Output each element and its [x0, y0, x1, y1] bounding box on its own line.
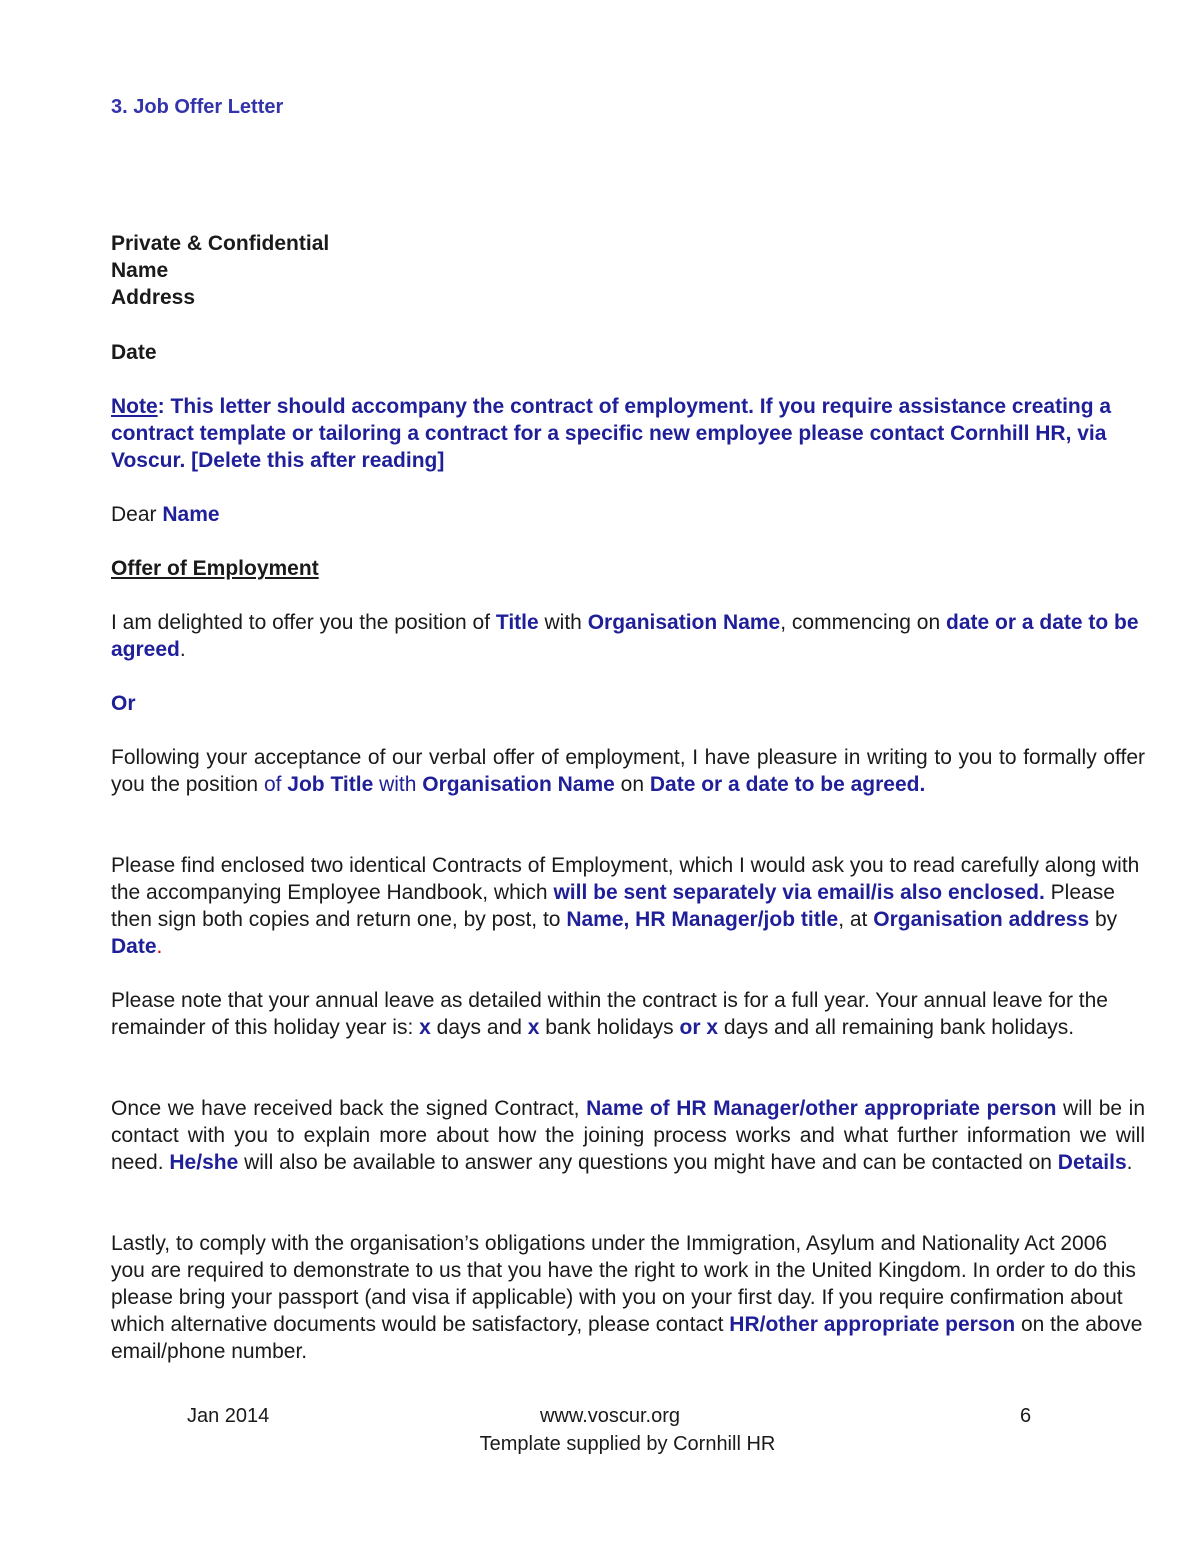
p3-text-3: , at — [838, 908, 874, 931]
page-heading: 3. Job Offer Letter — [111, 96, 284, 118]
p1-text-3: , commencing on — [780, 611, 946, 634]
p5-text-4: . — [1126, 1151, 1133, 1174]
p3-address: Organisation address — [873, 908, 1090, 931]
recipient-name-line: Name — [111, 259, 169, 282]
p5-heshe: He/she — [169, 1151, 239, 1174]
p3-date: Date — [111, 935, 157, 958]
p3-hr: Name, HR Manager/job title — [566, 908, 839, 931]
note-text: This letter should accompany the contract of employment. If you require assistance creating a contract template or tailoring a contract for a specific new employee please contact Cornhill HR, via Voscur. [Delete this after reading] — [111, 395, 1112, 472]
recipient-address-block — [111, 230, 329, 311]
p1-text-4: . — [179, 638, 186, 661]
salutation — [111, 501, 220, 528]
p4-text-1: Please note that your annual leave as detailed within the contract is for a full year. Your annual leave for the remainder of this holiday year is: — [111, 989, 1108, 1039]
note-label: Note — [111, 395, 158, 418]
p5-details: Details — [1057, 1151, 1127, 1174]
p1-text-1: I am delighted to offer you the position of — [111, 611, 496, 634]
p5-person: Name of HR Manager/other appropriate person — [586, 1097, 1057, 1120]
p3-dot: . — [156, 935, 163, 958]
offer-paragraph — [111, 609, 1145, 663]
salutation-dear: Dear — [111, 503, 163, 526]
p3-text-4: by — [1089, 908, 1118, 931]
note-paragraph — [111, 393, 1145, 474]
offer-heading: Offer of Employment — [111, 557, 319, 580]
p3-text-2: Please then sign both copies and return one, by post, to — [111, 881, 1115, 931]
p4-or-x: or x — [679, 1016, 719, 1039]
p4-text-3: bank holidays — [539, 1016, 680, 1039]
verbal-offer-paragraph — [111, 744, 1145, 798]
salutation-name: Name — [162, 503, 220, 526]
annual-leave-paragraph — [111, 987, 1145, 1041]
p2-date: Date or a date to be agreed. — [649, 773, 926, 796]
p2-job-title: Job Title — [287, 773, 374, 796]
p1-title: Title — [495, 611, 539, 634]
private-confidential-line: Private & Confidential — [111, 232, 330, 255]
p5-text-1: Once we have received back the signed Contract, — [111, 1097, 587, 1120]
p6-hr: HR/other appropriate person — [729, 1313, 1016, 1336]
recipient-address-line: Address — [111, 286, 196, 309]
p1-org: Organisation Name — [587, 611, 781, 634]
p4-text-4: days and all remaining bank holidays. — [718, 1016, 1075, 1039]
p5-text-2: will be in contact with you to explain more about how the joining process works and what further information we will need. — [111, 1097, 1146, 1174]
p3-text-1: Please find enclosed two identical Contracts of Employment, which I would ask you to read carefully along with the accompanying Employee Handbook, which — [111, 854, 1140, 904]
p2-of: of — [263, 773, 288, 796]
contact-paragraph — [111, 1095, 1145, 1176]
p2-on: on — [614, 773, 650, 796]
p4-text-2: days and — [430, 1016, 528, 1039]
p2-org: Organisation Name — [422, 773, 615, 796]
p2-text-1: Following your acceptance of our verbal offer of employment, I have pleasure in writing to you to formally offer you the position — [111, 746, 1145, 796]
footer-website: www.voscur.org — [539, 1405, 681, 1427]
p2-with: with — [373, 773, 423, 796]
p6-text-1: Lastly, to comply with the organisation’s obligations under the Immigration, Asylum and Nationality Act 2006 you are required to demonstrate to us that you have the right to work in the United Kingdom. In order to do this please bring your passport (and visa if applicable) with you on your first day. If you require confirmation about which alternative documents would be satisfactory, please contact — [111, 1232, 1136, 1336]
p4-x1: x — [419, 1016, 431, 1039]
contracts-paragraph — [111, 852, 1145, 960]
footer-page-number: 6 — [1020, 1405, 1032, 1427]
p3-sent: will be sent separately via email/is also enclosed. — [553, 881, 1045, 904]
p1-date: date or a date to be agreed — [111, 611, 1139, 661]
footer-supplied-by: Template supplied by Cornhill HR — [479, 1433, 776, 1455]
letter-date: Date — [111, 341, 157, 364]
p6-text-2: on the above email/phone number. — [111, 1313, 1143, 1363]
p1-text-2: with — [538, 611, 588, 634]
note-colon: : — [157, 395, 165, 418]
p4-x2: x — [527, 1016, 540, 1039]
footer-date: Jan 2014 — [187, 1405, 270, 1427]
or-separator: Or — [111, 692, 136, 715]
letter-page — [111, 96, 1146, 1363]
right-to-work-paragraph — [111, 1230, 1145, 1365]
p5-text-3: will also be available to answer any questions you might have and can be contacted on — [238, 1151, 1058, 1174]
